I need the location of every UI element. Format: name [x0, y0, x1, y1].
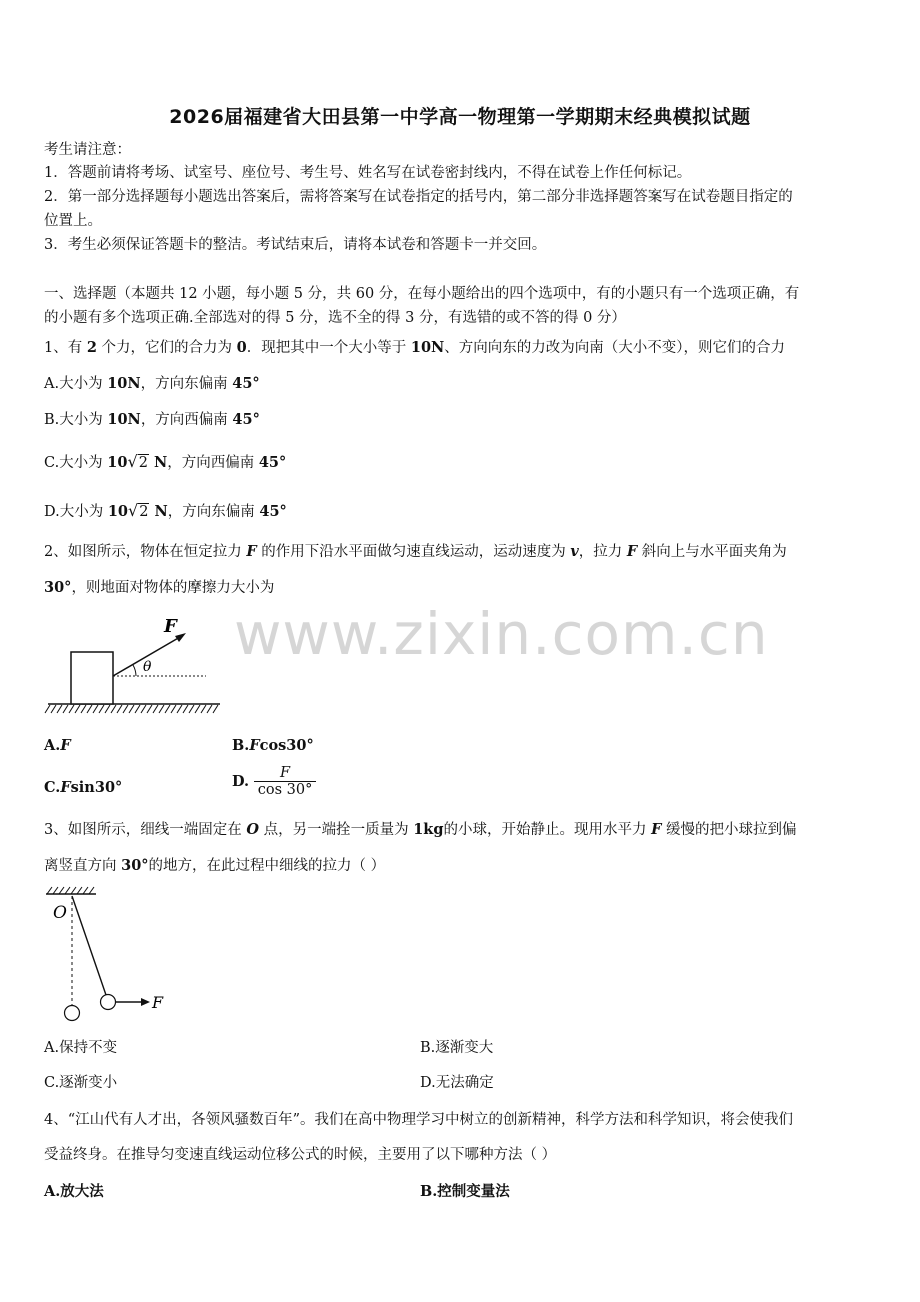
notice-item-3: 3．考生必须保证答题卡的整洁。考试结束后，请将本试卷和答题卡一并交回。 — [44, 237, 547, 253]
string-line — [72, 896, 106, 995]
q3-option-a: A.保持不变 — [44, 1040, 118, 1056]
q1-option-a: A.大小为 10N，方向东偏南 45° — [44, 375, 260, 392]
q2-option-a: A.F — [44, 737, 71, 754]
q2-option-b: B.Fcos30° — [232, 737, 314, 754]
force-label: F — [152, 993, 164, 1012]
ball-initial — [65, 1006, 80, 1021]
q3-stem-line1: 3、如图所示，细线一端固定在 O 点，另一端拴一质量为 1kg的小球，开始静止。现用水平力 F 缓慢的把小球拉到偏 — [44, 821, 797, 838]
notice-heading: 考生请注意： — [44, 142, 131, 158]
q3-figure — [44, 886, 184, 1026]
notice-item-2-cont: 位置上。 — [44, 213, 102, 229]
force-label: F — [164, 616, 177, 637]
q2-stem-line1: 2、如图所示，物体在恒定拉力 F 的作用下沿水平面做匀速直线运动，运动速度为 v，拉力 F 斜向上与水平面夹角为 — [44, 543, 787, 560]
q3-option-c: C.逐渐变小 — [44, 1075, 118, 1091]
section-heading-line1: 一、选择题（本题共 12 小题，每小题 5 分，共 60 分，在每小题给出的四个选项中，有的小题只有一个选项正确，有 — [44, 286, 800, 302]
q2-stem-line2: 30°，则地面对物体的摩擦力大小为 — [44, 579, 275, 596]
block — [71, 652, 113, 704]
horizontal-force-arrowhead — [141, 998, 150, 1006]
q3-option-d: D.无法确定 — [420, 1075, 494, 1091]
q1-option-c: C.大小为 10√2 N，方向西偏南 45° — [44, 452, 287, 471]
ceiling-hatching — [47, 887, 94, 894]
sqrt-symbol: √2 — [128, 501, 149, 520]
page-title: 2026届福建省大田县第一中学高一物理第一学期期末经典模拟试题 — [169, 106, 751, 128]
pivot-label: O — [53, 903, 67, 923]
q1-stem: 1、有 2 个力，它们的合力为 0．现把其中一个大小等于 10N、方向向东的力改为向南（大小不变），则它们的合力 — [44, 339, 786, 356]
q4-option-a: A.放大法 — [44, 1183, 104, 1200]
q4-stem-line1: 4、“江山代有人才出，各领风骚数百年”。我们在高中物理学习中树立的创新精神，科学方法和科学知识，将会使我们 — [44, 1112, 794, 1128]
angle-label: θ — [143, 659, 152, 675]
q1-option-b: B.大小为 10N，方向西偏南 45° — [44, 411, 260, 428]
notice-item-2: 2．第一部分选择题每小题选出答案后，需将答案写在试卷指定的括号内，第二部分非选择题答案写在试卷题目指定的 — [44, 189, 793, 205]
notice-item-1: 1．答题前请将考场、试室号、座位号、考生号、姓名写在试卷密封线内，不得在试卷上作任何标记。 — [44, 165, 692, 181]
ball-displaced — [101, 995, 116, 1010]
q2-option-d: D. $\frac{F}{\cos 30^\circ}$ — [232, 765, 316, 799]
ground-hatching — [45, 705, 218, 713]
q1-option-d: D.大小为 10√2 N，方向东偏南 45° — [44, 501, 287, 520]
section-heading-line2: 的小题有多个选项正确.全部选对的得 5 分，选不全的得 3 分，有选错的或不答的得 0 分） — [44, 310, 626, 326]
angle-arc — [133, 665, 136, 676]
q4-option-b: B.控制变量法 — [420, 1183, 510, 1200]
q2-figure — [44, 612, 224, 722]
q3-option-b: B.逐渐变大 — [420, 1040, 494, 1056]
q2-option-c: C.Fsin30° — [44, 779, 123, 796]
sqrt-symbol: √2 — [127, 452, 148, 471]
fraction: $\frac{F}{\cos 30^\circ}$ — [254, 765, 317, 799]
q4-stem-line2: 受益终身。在推导匀变速直线运动位移公式的时候，主要用了以下哪种方法（ ） — [44, 1147, 557, 1163]
watermark: www.zixin.com.cn — [234, 600, 769, 668]
q3-stem-line2: 离竖直方向 30°的地方，在此过程中细线的拉力（ ） — [44, 857, 386, 874]
